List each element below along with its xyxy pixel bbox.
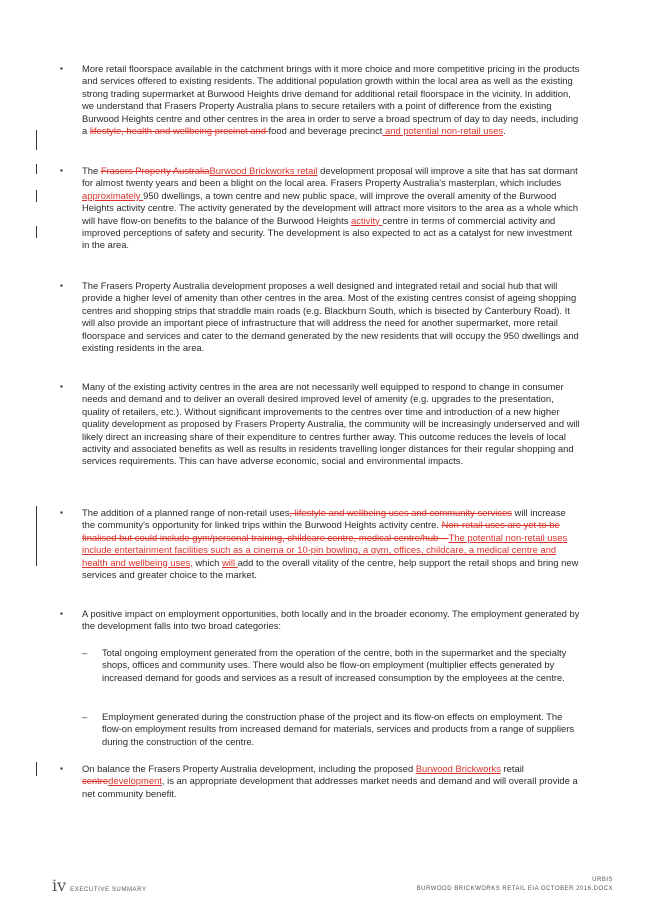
paragraph-construction-employment: Employment generated during the construction phase of the project and its flow-on effects on employment. The flow-on employment results from increased demand for materials, services and products from a range of suppliers during the construction of the centre. [102,711,575,747]
bullet-icon: ▪ [60,764,63,773]
bullet-icon: ▪ [60,508,63,517]
change-bar [36,190,37,202]
brand-label: URBIS [592,877,613,883]
deleted-text: Non-retail uses are yet to be finalised but could include gym/personal training, childcare centre, medical centre/hub – [82,519,560,543]
dash-icon: – [82,647,88,658]
deleted-text: centre [82,775,109,787]
footer-right [417,876,613,894]
paragraph-development-proposal [82,165,580,252]
inserted-text: Burwood Brickworks [415,763,501,774]
paragraph-activity-centres: Many of the existing activity centres in the area are not necessarily well equipped to respond to change in consumer needs and demand and to deliver an overall desired improved level of amenity (e.g. upgrades to the presentation, quality of retailers, etc.). Without significant improvements to the centres over time and introduction of a new higher quality development as proposed by Frasers Property Australia, the community will be increasingly underserved and will likely direct an increasing share of their expenditure to centres further away. This outcome reduces the levels of local activity and associated benefits as well as results in residents travelling longer distances for their regular shopping and services requirements. This can have adverse economic, social and environmental impacts. [82,381,580,467]
text-segment: which [192,556,223,568]
bullet-icon: ▪ [60,609,63,618]
change-bar [36,762,37,776]
inserted-text: Burwood Brickworks retail [209,165,318,176]
bullet-icon: ▪ [60,281,63,290]
change-bar [36,164,37,174]
inserted-text: approximately [82,189,144,201]
section-label: EXECUTIVE SUMMARY [70,887,147,893]
text-segment: The [82,165,101,176]
inserted-text: The potential non-retail uses include entertainment facilities such as a cinema or 10-pin bowling, a gym, offices, childcare, a medical centre and health and wellbeing uses, [82,531,568,568]
paragraph-ongoing-employment: Total ongoing employment generated from the operation of the centre, both in the supermarket and the specialty shops, offices and community uses. There would also be flow-on employment (multiplier effects generated by increased demand for goods and services as a result of increased consumption by the employees at the centre. [102,647,567,683]
paragraph-conclusion [82,763,580,800]
inserted-text: activity [351,214,383,226]
text-segment: centre in terms of commercial activity and improved perceptions of safety and security. The development is also expected to act as a catalyst for new investment in the area. [82,214,573,251]
text-segment: On balance the Frasers Property Australia development, including the proposed [82,763,416,774]
footer-left [52,876,147,896]
inserted-text: will [222,556,238,568]
text-segment: The addition of a planned range of non-retail uses [82,507,290,518]
dash-icon: – [82,711,88,722]
deleted-text: , lifestyle and wellbeing uses and community services [289,507,512,518]
text-segment: More retail floorspace available in the catchment brings with it more choice and more competitive pricing in the products and services offered to existing residents. The additional population growth within the local area as well as the existing strong trading supermarket at Burwood Heights drive demand for additional retail floorspace in the vicinity. In addition, we understand that Frasers Property Australia plans to secure retailers with a point of difference from the existing Burwood Heights centre and other centres in the area in order to serve a broad spectrum of day to day needs, including a [82,63,580,137]
text-segment: food and beverage precinct [268,125,383,137]
text-segment: will increase the community's opportunity for linked trips within the Burwood Heights activity centre. [82,507,566,531]
inserted-text: development [108,775,162,787]
text-segment: , is an appropriate development that addresses market needs and demand and will overall provide a net community benefit. [82,775,578,799]
bullet-icon: ▪ [60,64,63,73]
paragraph-social-hub: The Frasers Property Australia development proposes a well designed and integrated retail and social hub that will provide a higher level of amenity than other centres in the area. Most of the existing centres consist of ageing shopping centres and shopping strips that straddle main roads (e.g. Blackburn South, which is bisected by Canterbury Road). It will also provide an important piece of infrastructure that will address the need for another supermarket, more retail floorspace and services and cater to the demand generated by the new residents that will occupy the 950 dwellings and existing residents in the area. [82,280,579,354]
change-bar [36,226,37,238]
inserted-text: and potential non-retail uses [382,125,504,137]
page-number: iv [52,876,67,895]
paragraph-retail-floorspace [82,63,580,137]
text-segment: . [503,125,506,137]
paragraph-non-retail-uses [82,507,580,581]
deleted-text: lifestyle, health and wellbeing precinct and [89,125,269,137]
bullet-icon: ▪ [60,166,63,175]
change-bar [36,506,37,566]
change-bar [36,130,37,150]
paragraph-employment: A positive impact on employment opportunities, both locally and in the broader economy. The employment generated by the development falls into two broad categories: [82,608,580,632]
bullet-icon: ▪ [60,382,63,391]
document-label: BURWOOD BRICKWORKS RETAIL EIA OCTOBER 2016.DOCX [416,886,613,892]
text-segment: retail [500,763,524,774]
text-segment: 950 dwellings, a town centre and new public space, will improve the overall amenity of the Burwood Heights activity centre. The activity generated by the development will attract more visitors to the area as a whole which will have flow-on benefits to the balance of the Burwood Heights [82,189,579,226]
text-segment: add to the overall vitality of the centre, help support the retail shops and bring new services and greater choice to the market. [82,556,579,581]
text-segment: development proposal will improve a site that has sat dormant for almost twenty years and been a blight on the local area. Frasers Property Australia's masterplan, which includes [82,165,578,189]
deleted-text: Frasers Property Australia [100,165,210,176]
